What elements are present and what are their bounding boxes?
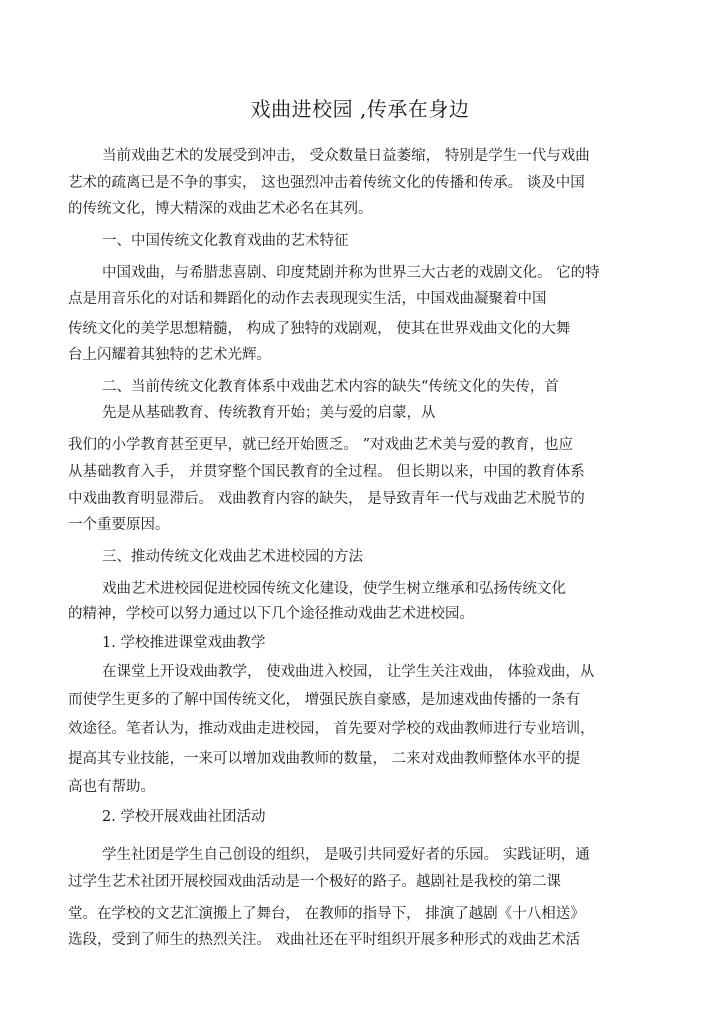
paragraph-line: 一个重要原因。 [68,517,170,533]
document-title: 戏曲进校园 ,传承在身边 [250,97,470,121]
paragraph-line: 中戏曲教育明显滞后。 戏曲教育内容的缺失， 是导致青年一代与戏曲艺术脱节的 [68,491,585,507]
paragraph-line: 我们的小学教育甚至更早，就已经开始匮乏。 ”对戏曲艺术美与爱的教育，也应 [68,437,574,453]
paragraph-line: 先是从基础教育、传统教育开始；美与爱的启蒙，从 [102,405,436,421]
paragraph-line: 的精神，学校可以努力通过以下几个途径推动戏曲艺术进校园。 [68,606,474,622]
paragraph-line: 提高其专业技能，一来可以增加戏曲教师的数量， 二来对戏曲教师整体水平的提 [68,751,581,767]
paragraph-line: 选段，受到了师生的热烈关注。 戏曲社还在平时组织开展多种形式的戏曲艺术活 [68,932,581,948]
paragraph-line: 效途径。笔者认为，推动戏曲走进校园， 首先要对学校的戏曲教师进行专业培训， [68,721,595,737]
paragraph-line: 堂。在学校的文艺汇演搬上了舞台， 在教师的指导下， 排演了越剧《十八相送》 [68,906,585,922]
paragraph-line: 过学生艺术社团开展校园戏曲活动是一个极好的路子。越剧社是我校的第二课 [68,874,561,890]
paragraph-line: 而使学生更多的了解中国传统文化， 增强民族自豪感，是加速戏曲传播的一条有 [68,692,581,708]
paragraph-line: 艺术的疏离已是不争的事实， 这也强烈冲击着传统文化的传播和传承。 谈及中国 [68,175,585,191]
paragraph-line: 中国戏曲，与希腊悲喜剧、印度梵剧并称为世界三大古老的戏剧文化。 它的特 [102,265,600,281]
paragraph-line: 从基础教育入手， 并贯穿整个国民教育的全过程。 但长期以来，中国的教育体系 [68,464,585,480]
section-heading: 一、中国传统文化教育戏曲的艺术特征 [102,233,349,249]
subsection-heading: 1. 学校推进课堂戏曲教学 [102,635,266,651]
paragraph-line: 传统文化的美学思想精髓， 构成了独特的戏剧观， 使其在世界戏曲文化的大舞 [68,321,571,337]
paragraph-line: 学生社团是学生自己创设的组织， 是吸引共同爱好者的乐园。 实践证明，通 [102,847,590,863]
section-heading: 二、当前传统文化教育体系中戏曲艺术内容的缺失“传统文化的失传，首 [102,379,559,395]
subsection-heading: 2. 学校开展戏曲社团活动 [102,809,266,825]
paragraph-line: 在课堂上开设戏曲教学， 使戏曲进入校园， 让学生关注戏曲， 体验戏曲，从 [102,664,595,680]
paragraph-line: 戏曲艺术进校园促进校园传统文化建设，使学生树立继承和弘扬传统文化 [102,581,566,597]
paragraph-line: 当前戏曲艺术的发展受到冲击， 受众数量日益萎缩， 特别是学生一代与戏曲 [102,148,590,164]
section-heading: 三、推动传统文化戏曲艺术进校园的方法 [102,549,363,565]
paragraph-line: 点是用音乐化的对话和舞蹈化的动作去表现现实生活，中国戏曲凝聚着中国 [68,291,547,307]
paragraph-line: 台上闪耀着其独特的艺术光辉。 [68,347,271,363]
paragraph-line: 的传统文化，博大精深的戏曲艺术必名在其列。 [68,201,373,217]
paragraph-line: 高也有帮助。 [68,779,155,795]
